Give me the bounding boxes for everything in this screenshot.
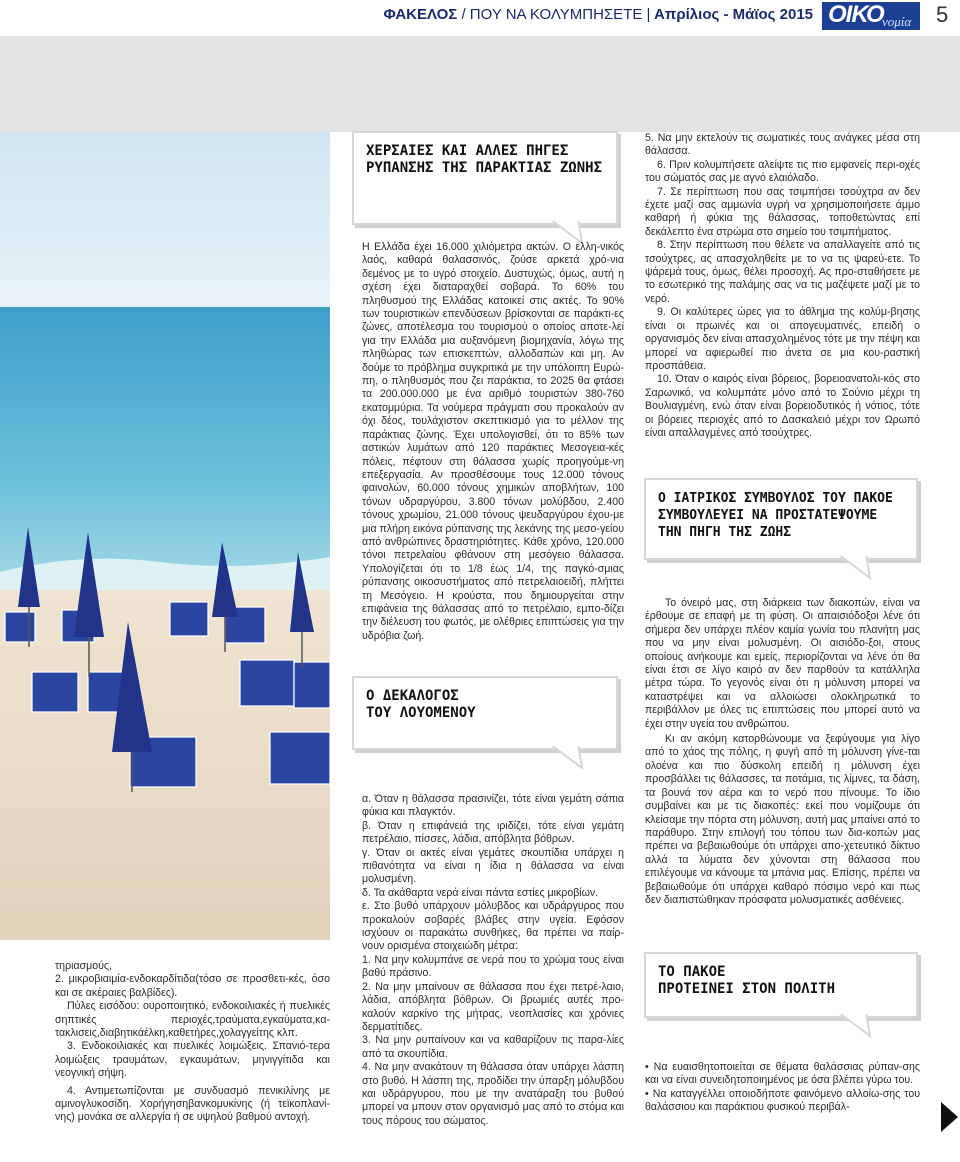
- header-date: Απρίλιος - Μάϊος 2015: [654, 6, 813, 23]
- pakoe-list: [645, 1061, 920, 1115]
- decalogue-item: δ. Τα ακάθαρτα νερά είναι πάντα εστίες μικροβίων.: [362, 886, 599, 899]
- left-column-text: [55, 960, 330, 1125]
- decalogue-heading-box: [352, 676, 618, 750]
- gray-band: [0, 36, 960, 132]
- decalogue-item: α. Όταν η θάλασσα πρασινίζει, τότε είναι γεμάτη σάπια φύκια και πλαγκτόν.: [362, 793, 624, 819]
- decalogue-item: γ. Όταν οι ακτές είναι γεμάτες σκουπίδια υπάρχει η πιθανότητα να είναι η ίδια η θάλασσα να είναι μολυσμένη.: [362, 846, 624, 886]
- decalogue-item: 9. Οι καλύτερες ώρες για το άθλημα της κολύμ-βησης είναι οι πρωινές και οι απογευματινές, επειδή ο οργανισμός δεν είναι απασχολημένος τότε με την πέψη και μπορεί να αφιερωθεί πιο άνετα σε μια κου-ραστική προσπάθεια.: [645, 306, 920, 372]
- decalogue-heading-line1: Ο ΔΕΚΑΛΟΓΟΣ: [366, 688, 459, 704]
- decalogue-item: 2. Να μην μπαίνουν σε θάλασσα που έχει πετρέ-λαιο, λάδια, απόβλητα βόθρων. Οι βρωμιές αυτές προ-καλούν καρκίνο της μήτρας, νεοπλασίες και χρόνιες δερματίτιδες.: [362, 980, 624, 1033]
- decalogue-item: 6. Πριν κολυμπήσετε αλείψτε τις πιο εμφανείς περι-οχές του σώματός σας με αγνό ελαιόλαδο.: [645, 158, 920, 185]
- decalogue-bubble-tail: [548, 744, 588, 770]
- decalogue-item: 4. Να μην ανακάτουν τη θάλασσα όταν υπάρχει λάσπη στο βυθό. Η λάσπη της, προδίδει την ύπαρξη μόλυβδου και υδράργυρου, που με την ανατάραξη του βυθού μπορεί να μπουν στον οργανισμό μας από το στόμα και τους πόρους του σώματος.: [362, 1061, 624, 1127]
- doctor-heading-line3: ΤΗΝ ΠΗΓΗ ΤΗΣ ΖΩΗΣ: [658, 525, 792, 540]
- header-section: ΦΑΚΕΛΟΣ: [383, 6, 458, 23]
- decalogue-item: β. Όταν η επιφάνειά της ιριδίζει, τότε είναι γεμάτη πετρέλαιο, πίσσες, λάδια, απόβλητα βόθρων.: [362, 819, 624, 846]
- pakoe-list-item: • Να καταγγέλλει οποιοδήποτε φαινόμενο αλλοίω-σης του θαλάσσιου και παράκτιου φυσικού περιβάλ-: [645, 1087, 920, 1114]
- pakoe-heading-box: [644, 952, 918, 1018]
- left-paragraph: 4. Αντιμετωπίζονται με συνδυασμό πενικιλίνης με αμινογλυκοσίδη. Χορήγησηβανκομυκίνης (ή τεϊκοπλανί-νης) μονάκα σε αλλεργία ή σε υψηλού βαθμού αντοχή.: [55, 1084, 330, 1124]
- logo-main: ΟΙΚΟ: [828, 1, 884, 28]
- decalogue-item: 10. Όταν ο καιρός είναι βόρειος, βορειοανατολι-κός στο Σαρωνικό, να κολυμπάτε μόνο από το Σούνιο μέχρι τη Βουλιαγμένη, ενώ όταν είναι βορειοδυτικός ή νότιος, τότε οι βόρειες περιοχές από το Δασκαλειό μέχρι τον Ωρωπό είναι απαλλαγμένες από τσούχτρες.: [645, 373, 920, 439]
- beach-photo: [0, 132, 330, 940]
- pakoe-list-item: • Να ευαισθητοποιείται σε θέματα θαλάσσιας ρύπαν-σης και να είναι συνειδητοποιημένος με όσα βλέπει γύρω του.: [645, 1061, 920, 1087]
- doctor-heading-line2: ΣΥΜΒΟΥΛΕΥΕΙ ΝΑ ΠΡΟΣΤΑΤΕΨΟΥΜΕ: [658, 508, 878, 523]
- decalogue-item: 1. Να μην κολυμπάνε σε νερά που το χρώμα τους είναι βαθύ πράσινο.: [362, 953, 624, 980]
- doctor-heading-line1: Ο ΙΑΤΡΙΚΟΣ ΣΥΜΒΟΥΛΟΣ ΤΟΥ ΠΑΚΟΕ: [658, 491, 893, 506]
- pakoe-bubble-tail: [836, 1012, 876, 1038]
- doctor-bubble-tail: [836, 554, 876, 580]
- logo-sub: νομία: [882, 14, 912, 29]
- header-topic: / ΠΟΥ ΝΑ ΚΟΛΥΜΠΗΣΕΤΕ |: [461, 6, 651, 23]
- doctor-paragraph: Κι αν ακόμη κατορθώνουμε να ξεφύγουμε για λίγο από το χάος της πόλης, η φυγή από τη μόλυνση γίνε-ται ολοένα και πιο δύσκολη επειδή η μόλυνση έχει προσβάλλει τις θάλασσες, τα ποτάμια, τις λίμνες, τα δάση, τα βουνά τον αέρα και το νερό που πίνουμε. Το ίδιο συμβαίνει και με τις διακοπές: εκεί που νομίζουμε ότι κλείσαμε την πόρτα στη μόλυνση, αυτή μας μπαίνει από το παράθυρο. Στην επιλογή του τόπου των δια-κοπών μας πρέπει να βεβαιωθούμε ότι υπάρχει απο-χετευτικό δίκτυο αλλά τα λύματα δεν χύνονται στη θάλασσα που επιλέγουμε να κάνουμε τα μπάνια μας. Επίσης, πρέπει να βεβαιωθούμε ότι υπάρχει καθαρό πόσιμο νερό και πως δεν διαπιστώθηκαν πρόσφατα μολυσματικές ασθένειες.: [645, 733, 920, 906]
- pakoe-heading-line2: ΠΡΟΤΕΙΝΕΙ ΣΤΟΝ ΠΟΛΙΤΗ: [658, 981, 836, 997]
- pollution-heading-line2: ΡΥΠΑΝΣΗΣ ΤΗΣ ΠΑΡΑΚΤΙΑΣ ΖΩΝΗΣ: [366, 160, 603, 176]
- doctor-article: [645, 597, 920, 907]
- decalogue-item: 3. Να μην ρυπαίνουν και να καθαρίζουν τις παρα-λίες από τα σκουπίδια.: [362, 1034, 624, 1060]
- decalogue-item: 8. Στην περίπτωση που θέλετε να απαλλαγείτε από τις τσούχτρες, ας απασχοληθείτε με το να τις ψαρεύ-ετε. Το ψάρεμά τους, όμως, θέλει προσοχή. Ας προ-σταθήσετε με το εσωτερικό της παλάμης σας να τις μαζέψετε μαζί με το νερό.: [645, 239, 920, 305]
- pollution-heading-box: [352, 131, 618, 225]
- decalogue-item: 7. Σε περίπτωση που σας τσιμπήσει τσούχτρα αν δεν έχετε μαζί σας αμμωνία υγρή να χρησιμοποιήσετε άμμο καθαρή ή φύκια της θάλασσας, τοποθετώντας επί δεκάλεπτο ένα στρώμα στο σημείο του τσιμπήματος.: [645, 185, 920, 238]
- doctor-heading-box: [644, 478, 918, 560]
- left-paragraph: 2. μικροβιαιμία-ενδοκαρδίτιδα(τόσο σε προσθετι-κές, όσο και σε ακέραιες βαλβίδες).: [55, 973, 330, 999]
- header-title: [383, 6, 813, 23]
- pollution-heading-line1: ΧΕΡΣΑΙΕΣ ΚΑΙ ΑΛΛΕΣ ΠΗΓΕΣ: [366, 143, 569, 159]
- page-header: [0, 0, 960, 30]
- decalogue-list-a: [362, 793, 624, 1128]
- oikonomia-logo: [822, 2, 920, 30]
- pollution-article: Η Ελλάδα έχει 16.000 χιλιόμετρα ακτών. Ο ελλη-νικός λαός, καθαρά θαλασσινός, ζούσε αρκετά χρό-νια δεμένος με το υγρό στοιχείο. Δυστυχώς, όμως, αυτή η σχέση έχει διαταραχθεί σοβαρά. Το 60% του πληθυσμού της Ελλάδας κατοικεί στις ακτές. Το 90% των τουριστικών επενδύσεων βρίσκονται σε παράκτι-ες ζώνες, αποτέλεσμα του τουρισμού ο οποίος αποτε-λεί για την Ελλάδα μια αυξανόμενη βιομηχανία, λόγω της πληθώρας των επισκεπτών, αλλοδαπών και μη. Αν δούμε το πρόβλημα συγκριτικά με την υπόλοιπη Ευρώ-πη, ο πληθυσμός που ζει παράκτια, το 2025 θα φτάσει τα 200.000.000 με ένα αριθμό τουριστών 380-760 εκατομμύρια. Τα νούμερα πράγματι σου προκαλούν αν όχι δέος, τουλάχιστον σκεπτικισμό για το μέλλον της παράκτιας ζώνης. Έχει υπολογισθεί, ότι το 85% των αστικών λυμάτων από 120 παράκτιες Μεσογεια-κές πόλεις, πέφτουν στη θάλασσα χωρίς προηγούμε-νη επεξεργασία. Αν προσθέσουμε τους 12.000 τόνους φαινολών, 60.000 τόνους χημικών αποβλήτων, 100 τόνων υδραργύρου, 3.800 τόνων μολύβδου, 2.400 τόνους χρωμίου, 21.000 τόνους ψευδαργύρου έχου-με μια πλήρη εικόνα ρύπανσης της λεκάνης της μεσο-γείου από ανθρώπινες δραστηριότητες. Κάθε χρόνο, 120.000 τόνοι πετρελαίου φθάνουν στη μεσόγειο θάλασσα. Υπολογίζεται ότι το 1/8 έως 1/4, της παγκό-σμιας ρύπανσης οικοσυστήματος από πετρελαιοειδή, πλήττει τη Μεσόγειο. Η κρούστα, που δημιουργείται στην επιφάνεια της θάλασσας από το πετρέλαιο, εμπο-δίζει την διέλευση του φωτός, με ολέθριες επιπτώσεις για την υδρόβια ζωή.: [362, 241, 624, 642]
- decalogue-heading-line2: ΤΟΥ ΛΟΥΟΜΕΝΟΥ: [366, 705, 476, 721]
- page-number: 5: [936, 2, 949, 27]
- doctor-paragraph: Το όνειρό μας, στη διάρκεια των διακοπών, είναι να έρθουμε σε επαφή με τη φύση. Οι απαισιόδοξοι λένε ότι σήμερα δεν υπάρχει πλέον καμία γωνία του πλανήτη μας που να μην είναι μολυσμένη. Οι αισιόδο-ξοι, στους οποίους ανήκουμε και εμείς, περιορίζονται να λένε ότι θα είναι έτσι σε λίγο καιρό αν δεν παρθούν τα κατάλληλα μέτρα τώρα. Το γεγονός είναι ότι η μόλυνση μπορεί να καταστρέψει και να αλλοιώσει ολοκληρωτικά το περιβάλλον με όλες τις επιπτώσεις που μπορεί αυτό να έχει στην υγεία του ανθρώπου.: [645, 597, 920, 730]
- next-page-arrow-icon[interactable]: [941, 1102, 958, 1132]
- middle-column-text: [362, 241, 624, 643]
- decalogue-item: 5. Να μην εκτελούν τις σωματικές τους ανάγκες μέσα στη θάλασσα.: [645, 132, 920, 158]
- left-paragraph: 3. Ενδοκοιλιακές και πυελικές λοιμώξεις. Σπανιό-τερα λοιμώξεις τραυμάτων, εγκαυμάτων, μηνιγγίτιδα και νεογνική σήψη.: [55, 1040, 330, 1080]
- pakoe-heading-line1: ΤΟ ΠΑΚΟΕ: [658, 964, 726, 980]
- left-paragraph: τηριασμούς,: [55, 960, 112, 972]
- decalogue-item: ε. Στο βυθό υπάρχουν μόλυβδος και υδράργυρος που προκαλούν σοβαρές βλάβες στην υγεία. Εφόσον ισχύουν οι παρακάτω συνθήκες, θα πρέπει να παίρ-νουν ορισμένα στοιχειώδη μέτρα:: [362, 900, 624, 953]
- left-paragraph: Πύλες εισόδου: ουροποιητικό, ενδοκοιλιακές ή πυελικές σηπτικές περιοχές,τραύματα,εγκαύματα,κα-τακλισεις,διαβητικάέλκη,καθετήρες,χολαγγείτης κλπ.: [55, 1000, 330, 1040]
- decalogue-list-b: [645, 132, 920, 440]
